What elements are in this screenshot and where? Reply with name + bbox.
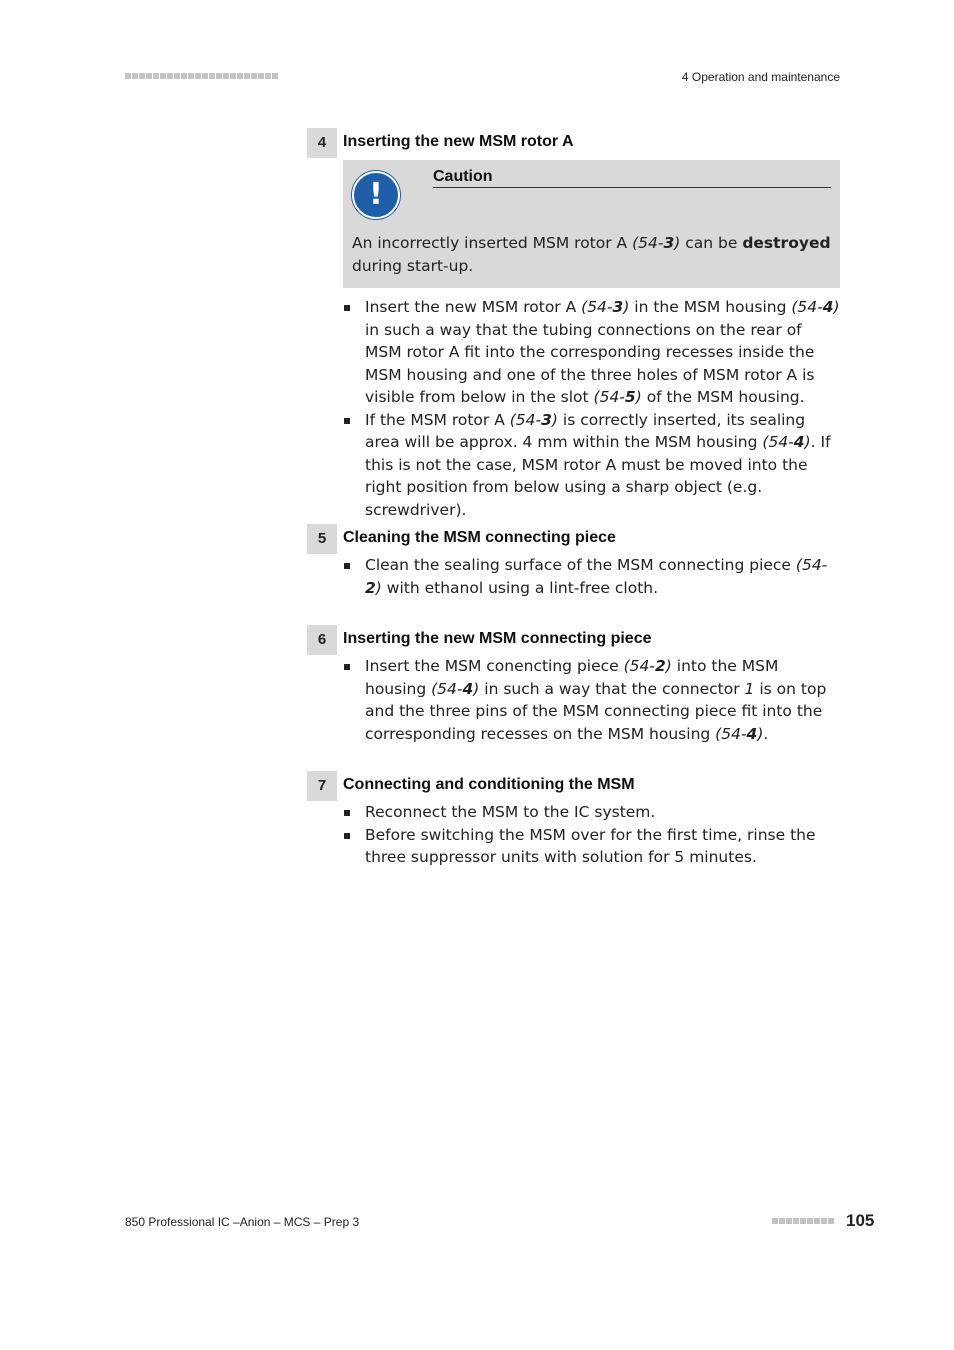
step-title: Inserting the new MSM connecting piece xyxy=(343,630,652,647)
header-decoration xyxy=(125,73,278,79)
caution-title: Caution xyxy=(433,168,831,188)
list-item: Insert the MSM conencting piece (54-2) into the MSM housing (54-4) in such a way that the connector 1 is on top and the three pins of the MSM connecting piece fit into the corresponding recesses on the MSM housing (54-4). xyxy=(343,655,843,745)
exclamation-circle-icon: ! xyxy=(352,171,400,219)
page-number: 105 xyxy=(846,1211,875,1230)
footer-decoration xyxy=(772,1218,834,1224)
list-item: Before switching the MSM over for the first time, rinse the three suppressor units with solution for 5 minutes. xyxy=(343,824,843,869)
caution-text: An incorrectly inserted MSM rotor A (54-3) can be destroyed during start-up. xyxy=(352,234,831,275)
step-7-list xyxy=(343,801,843,869)
step-title: Inserting the new MSM rotor A xyxy=(343,133,574,150)
step-number: 6 xyxy=(307,625,337,655)
list-item: Insert the new MSM rotor A (54-3) in the MSM housing (54-4) in such a way that the tubing connections on the rear of MSM rotor A fit into the corresponding recesses inside the MSM housing and one of the three holes of MSM rotor A is visible from below in the slot (54-5) of the MSM housing. xyxy=(343,296,843,409)
caution-box xyxy=(343,160,840,288)
list-item: If the MSM rotor A (54-3) is correctly inserted, its sealing area will be approx. 4 mm within the MSM housing (54-4). If this is not the case, MSM rotor A must be moved into the right position from below using a sharp object (e.g. screwdriver). xyxy=(343,409,843,522)
header-section: 4 Operation and maintenance xyxy=(681,70,840,84)
list-item: Clean the sealing surface of the MSM connecting piece (54-2) with ethanol using a lint-free cloth. xyxy=(343,554,843,599)
footer-product: 850 Professional IC –Anion – MCS – Prep 3 xyxy=(125,1215,360,1229)
step-6-list xyxy=(343,655,843,745)
step-number: 4 xyxy=(307,128,337,158)
step-4-list xyxy=(343,296,843,521)
step-title: Connecting and conditioning the MSM xyxy=(343,776,635,793)
list-item: Reconnect the MSM to the IC system. xyxy=(343,801,843,824)
step-number: 7 xyxy=(307,771,337,801)
step-5-list xyxy=(343,554,843,599)
step-title: Cleaning the MSM connecting piece xyxy=(343,529,616,546)
step-number: 5 xyxy=(307,524,337,554)
